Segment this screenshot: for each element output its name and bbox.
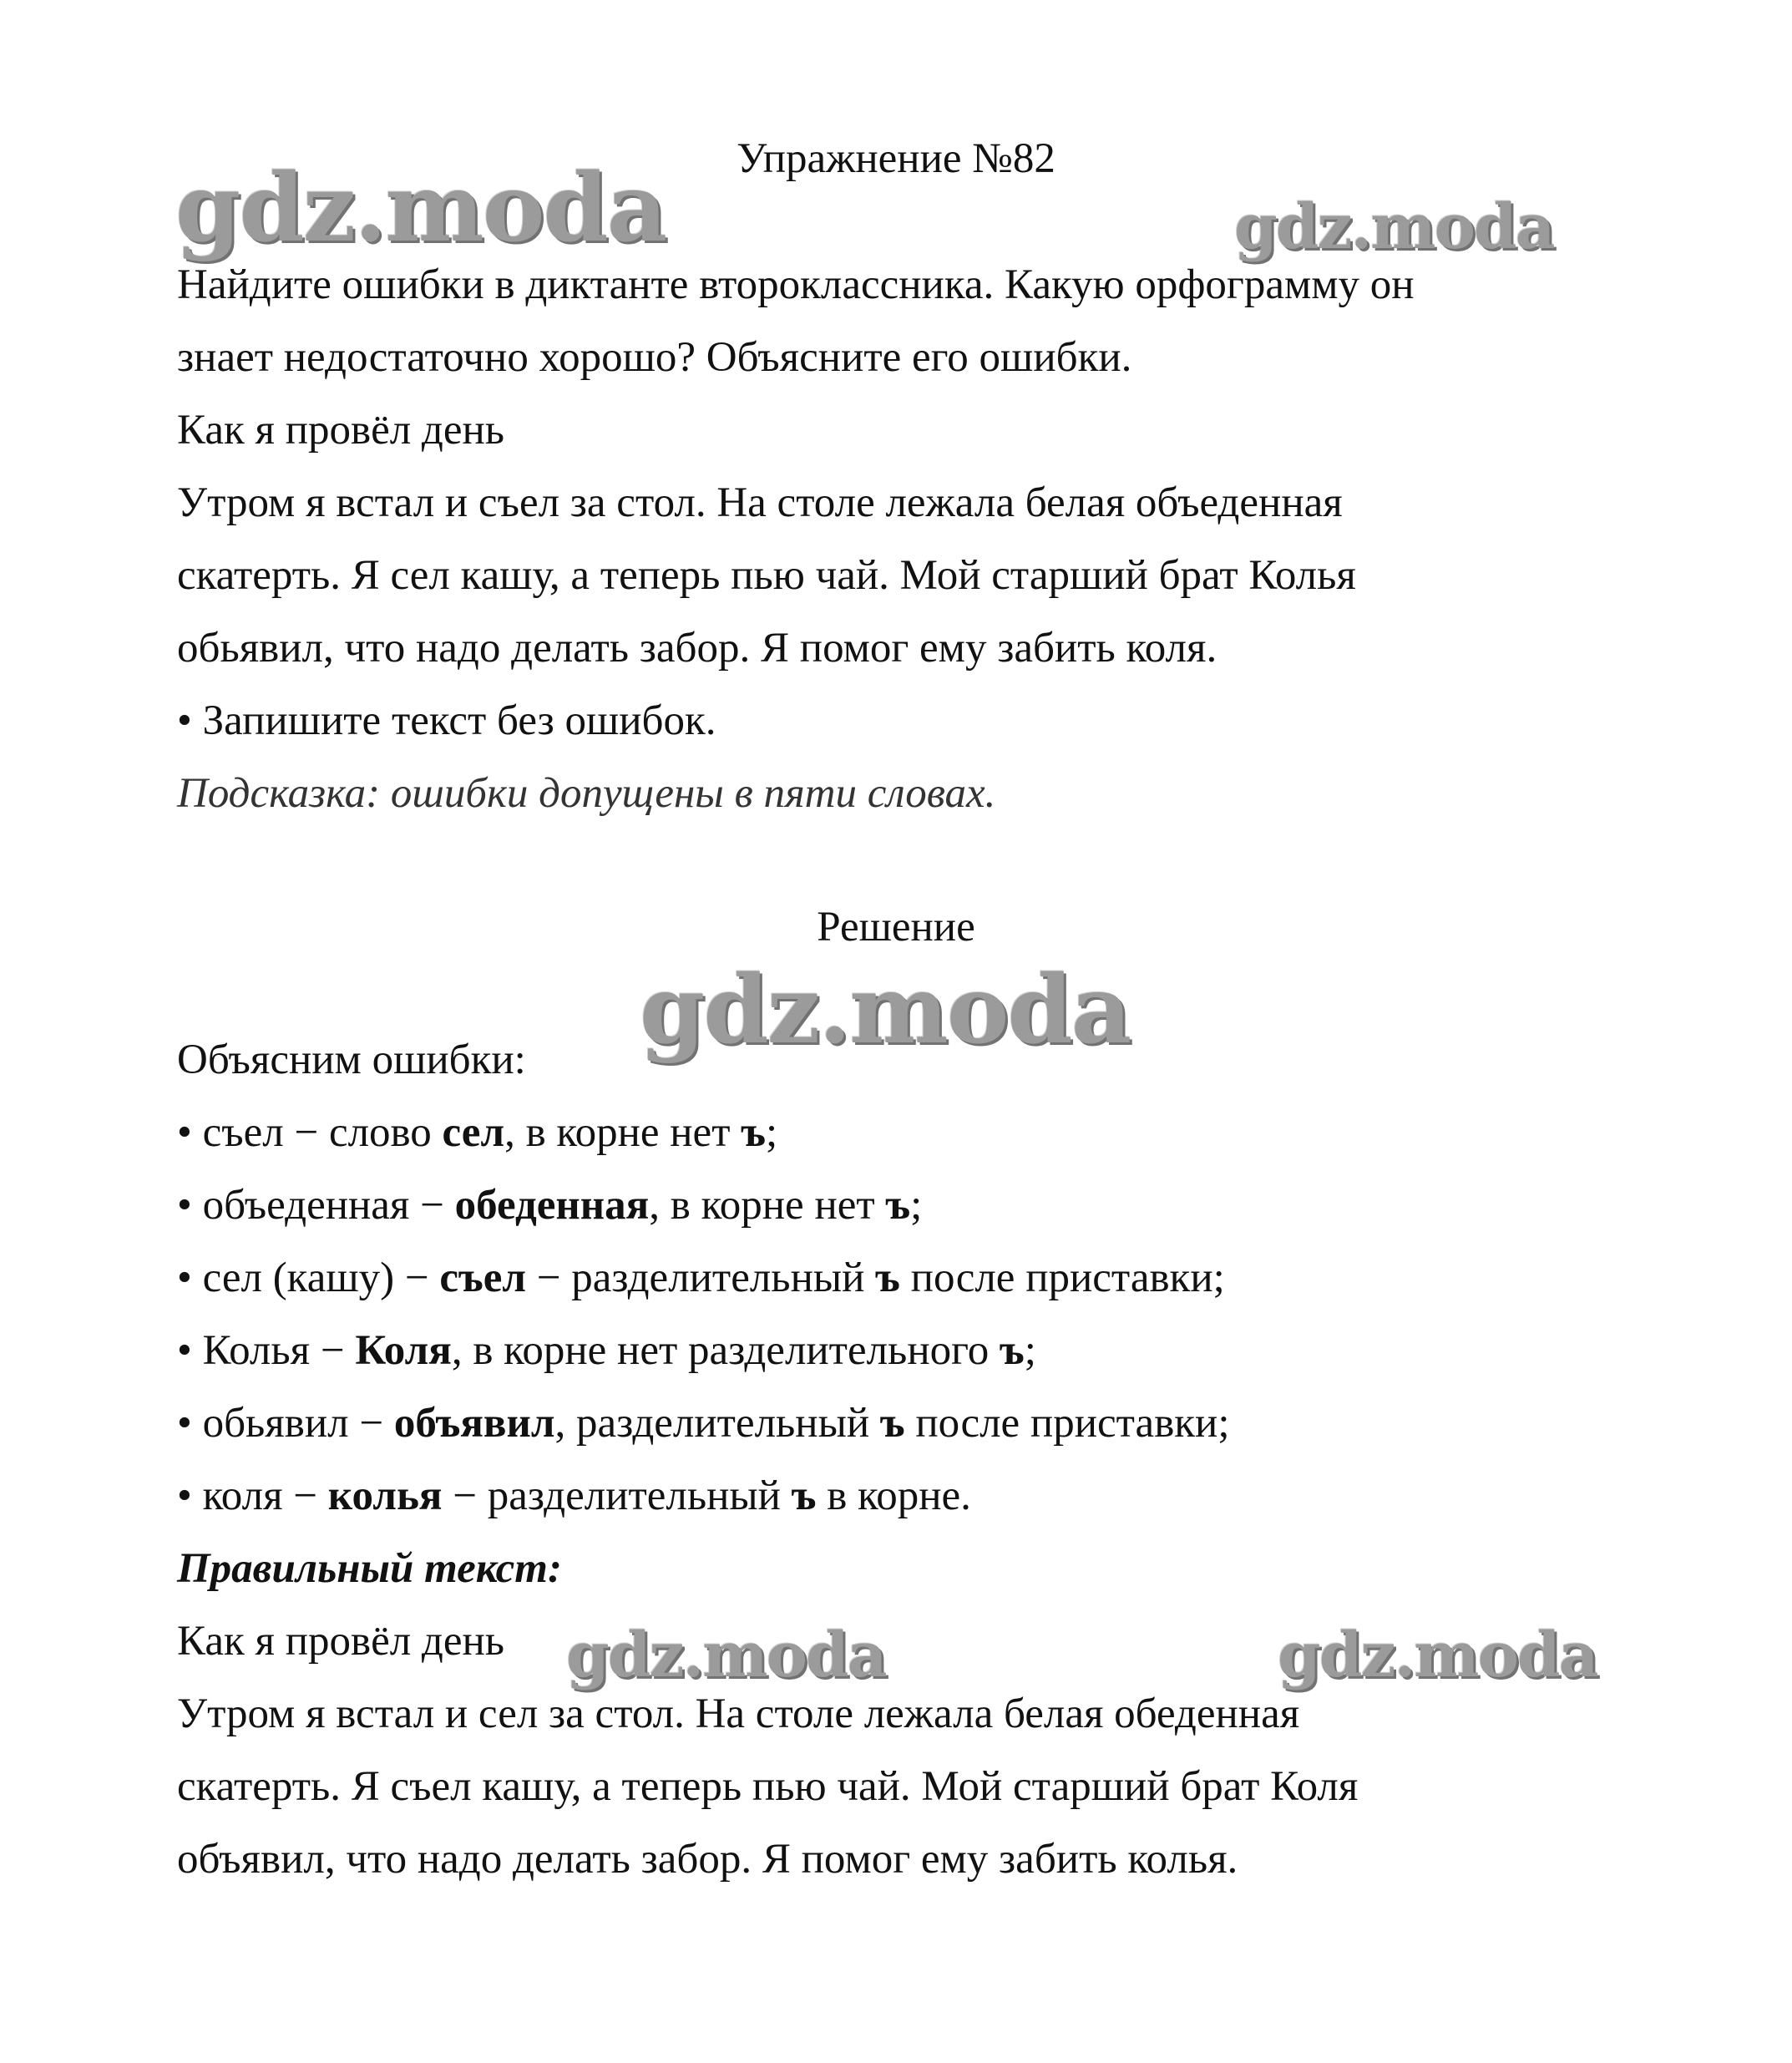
correct-word: сел: [442, 1109, 505, 1156]
task-text-line: Найдите ошибки в диктанте второклассника. Какую орфограмму он: [177, 261, 1415, 308]
hard-sign: ъ: [879, 1400, 905, 1447]
wrong-word: • коля: [177, 1472, 283, 1519]
watermark-logo: gdz.moda: [1234, 191, 1554, 263]
wrong-word: • объеденная: [177, 1182, 410, 1229]
wrong-word: • съел: [177, 1109, 284, 1156]
explanation-item: • съел − слово сел, в корне нет ъ;: [177, 1109, 778, 1156]
hard-sign: ъ: [1000, 1327, 1025, 1374]
watermark-logo: gdz.moda: [1278, 1619, 1597, 1691]
correct-text-title: Как я провёл день: [177, 1618, 505, 1665]
correct-text-line: Утром я встал и сел за стол. На столе лежала белая обеденная: [177, 1690, 1300, 1737]
dictation-line: скатерть. Я сел кашу, а теперь пью чай. Мой старший брат Колья: [177, 552, 1356, 599]
exercise-title: Упражнение №82: [737, 135, 1055, 182]
watermark-logo: gdz.moda: [640, 955, 1131, 1065]
wrong-word: • обьявил: [177, 1400, 349, 1447]
dictation-line: Утром я встал и съел за стол. На столе лежала белая объеденная: [177, 479, 1343, 526]
wrong-word: • сел (кашу): [177, 1255, 395, 1301]
dictation-title: Как я провёл день: [177, 407, 505, 454]
correct-word: объявил: [393, 1400, 555, 1447]
hint-text: Подсказка: ошибки допущены в пяти словах.: [177, 770, 996, 817]
dictation-line: обьявил, что надо делать забор. Я помог ему забить коля.: [177, 625, 1217, 672]
correct-text-heading: Правильный текст:: [177, 1545, 562, 1592]
watermark-logo: gdz.moda: [566, 1619, 886, 1691]
correct-word: колья: [327, 1472, 443, 1519]
explanation-item: • сел (кашу) − съел − разделительный ъ после приставки;: [177, 1255, 1225, 1301]
solution-intro: Объясним ошибки:: [177, 1037, 526, 1083]
correct-text-line: объявил, что надо делать забор. Я помог ему забить колья.: [177, 1836, 1238, 1883]
explanation-item: • коля − колья − разделительный ъ в корне.: [177, 1472, 971, 1519]
wrong-word: • Колья: [177, 1327, 311, 1374]
hard-sign: ъ: [885, 1182, 911, 1229]
instruction-text: • Запишите текст без ошибок.: [177, 697, 716, 744]
correct-text-line: скатерть. Я съел кашу, а теперь пью чай. Мой старший брат Коля: [177, 1763, 1359, 1810]
task-text-line: знает недостаточно хорошо? Объясните его ошибки.: [177, 334, 1132, 381]
solution-title: Решение: [817, 904, 975, 950]
correct-word: съел: [439, 1255, 526, 1301]
correct-word: обеденная: [454, 1182, 650, 1229]
hard-sign: ъ: [741, 1109, 766, 1156]
explanation-item: • обьявил − объявил, разделительный ъ после приставки;: [177, 1400, 1230, 1447]
explanation-item: • объеденная − обеденная, в корне нет ъ;: [177, 1182, 923, 1229]
correct-word: Коля: [355, 1327, 452, 1374]
hard-sign: ъ: [791, 1472, 817, 1519]
explanation-item: • Колья − Коля, в корне нет разделительного ъ;: [177, 1327, 1036, 1374]
watermark-logo: gdz.moda: [175, 154, 666, 263]
hard-sign: ъ: [875, 1255, 900, 1301]
